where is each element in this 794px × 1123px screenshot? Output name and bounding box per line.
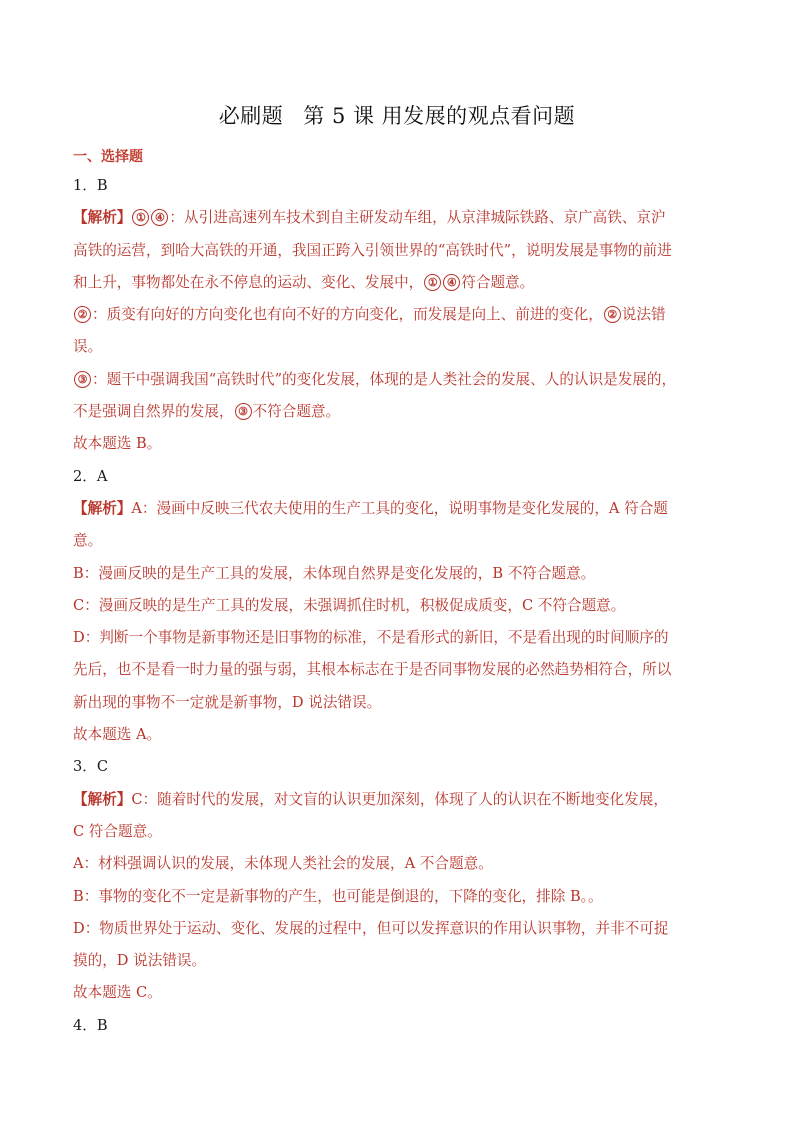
q3-answer: 3．C (73, 758, 109, 776)
analysis-tag: 【解析】 (73, 790, 132, 808)
q1-text-7a: 不是强调自然界的发展， (73, 403, 234, 421)
q1-answer: 1．B (73, 177, 108, 194)
circled-number-2: ② (74, 306, 91, 323)
q3-analysis-line-3: A：材料强调认识的发展，未体现人类社会的发展，A 不合题意。 (73, 855, 493, 873)
q2-analysis-line-7: 新出现的事物不一定就是新事物，D 说法错误。 (73, 693, 382, 711)
q3-analysis-line-6: 摸的，D 说法错误。 (73, 952, 207, 970)
q2-answer: 2．A (73, 467, 108, 485)
q1-text-4b: 说法错 (621, 306, 666, 324)
analysis-tag: 【解析】 (73, 499, 132, 517)
q1-text-1: ：从引进高速列车技术到自主研发动车组，从京津城际铁路、京广高铁、京沪 (169, 209, 666, 227)
q2-analysis-line-3: B：漫画反映的是生产工具的发展，未体现自然界是变化发展的，B 不符合题意。 (73, 564, 596, 582)
q2-conclusion: 故本题选 A。 (73, 726, 162, 744)
q2-analysis-line-6: 先后，也不是看一时力量的强与弱，其根本标志在于是否同事物发展的必然趋势相符合，所以 (73, 661, 672, 679)
circled-number-1: ① (132, 209, 149, 226)
circled-number-1: ① (424, 274, 441, 291)
q1-analysis-line-1 (73, 202, 723, 234)
section-heading: 一、选择题 (73, 149, 143, 165)
q1-analysis-line-3 (73, 267, 723, 299)
q1-conclusion: 故本题选 B。 (73, 435, 162, 453)
q2-text-1: A：漫画中反映三代农夫使用的生产工具的变化，说明事物是变化发展的，A 符合题 (131, 499, 668, 517)
q1-analysis-line-4 (73, 299, 723, 331)
title-part-2: 第 5 课 用发展的观点看问题 (303, 104, 576, 128)
q1-analysis-line-2: 高铁的运营，到哈大高铁的开通，我国正跨入引领世界的“高铁时代”，说明发展是事物的前进 (73, 241, 672, 259)
q2-analysis-line-5: D：判断一个事物是新事物还是旧事物的标准，不是看形式的新旧，不是看出现的时间顺序的 (73, 629, 669, 647)
circled-number-3: ③ (74, 371, 91, 388)
q3-analysis-line-4: B：事物的变化不一定是新事物的产生，也可能是倒退的，下降的变化，排除 B。。 (73, 887, 603, 905)
q1-analysis-line-6 (73, 364, 723, 396)
q1-text-3b: 符合题意。 (461, 273, 535, 291)
q1-analysis-line-5: 误。 (73, 338, 103, 356)
q1-analysis-line-7 (73, 396, 723, 428)
q3-conclusion: 故本题选 C。 (73, 984, 162, 1002)
circled-number-2: ② (604, 306, 621, 323)
analysis-tag: 【解析】 (73, 209, 132, 227)
q1-text-7b: 不符合题意。 (252, 403, 341, 421)
q2-analysis-line-4: C：漫画反映的是生产工具的发展，未强调抓住时机，积极促成质变，C 不符合题意。 (73, 596, 626, 614)
answer-content (73, 170, 723, 1042)
circled-number-3: ③ (235, 403, 252, 420)
q2-analysis-line-1 (73, 493, 723, 525)
q3-analysis-line-1 (73, 784, 723, 816)
q1-text-4a: ：质变有向好的方向变化也有向不好的方向变化，而发展是向上、前进的变化， (92, 306, 603, 324)
q2-analysis-line-2: 意。 (73, 532, 103, 550)
circled-number-4: ④ (443, 274, 460, 291)
circled-number-4: ④ (151, 209, 168, 226)
q4-answer: 4．B (73, 1016, 108, 1034)
q1-text-3a: 和上升，事物都处在永不停息的运动、变化、发展中， (73, 273, 424, 291)
q3-analysis-line-5: D：物质世界处于运动、变化、发展的过程中，但可以发挥意识的作用认识事物，并非不可捉 (73, 919, 669, 937)
page-title (0, 100, 794, 130)
title-part-1: 必刷题 (218, 104, 284, 128)
q3-text-1: C：随着时代的发展，对文盲的认识更加深刻，体现了人的认识在不断地变化发展， (131, 790, 668, 808)
q3-analysis-line-2: C 符合题意。 (73, 822, 162, 840)
q1-text-6: ：题干中强调我国“高铁时代”的变化发展，体现的是人类社会的发展、人的认识是发展的， (92, 370, 677, 388)
